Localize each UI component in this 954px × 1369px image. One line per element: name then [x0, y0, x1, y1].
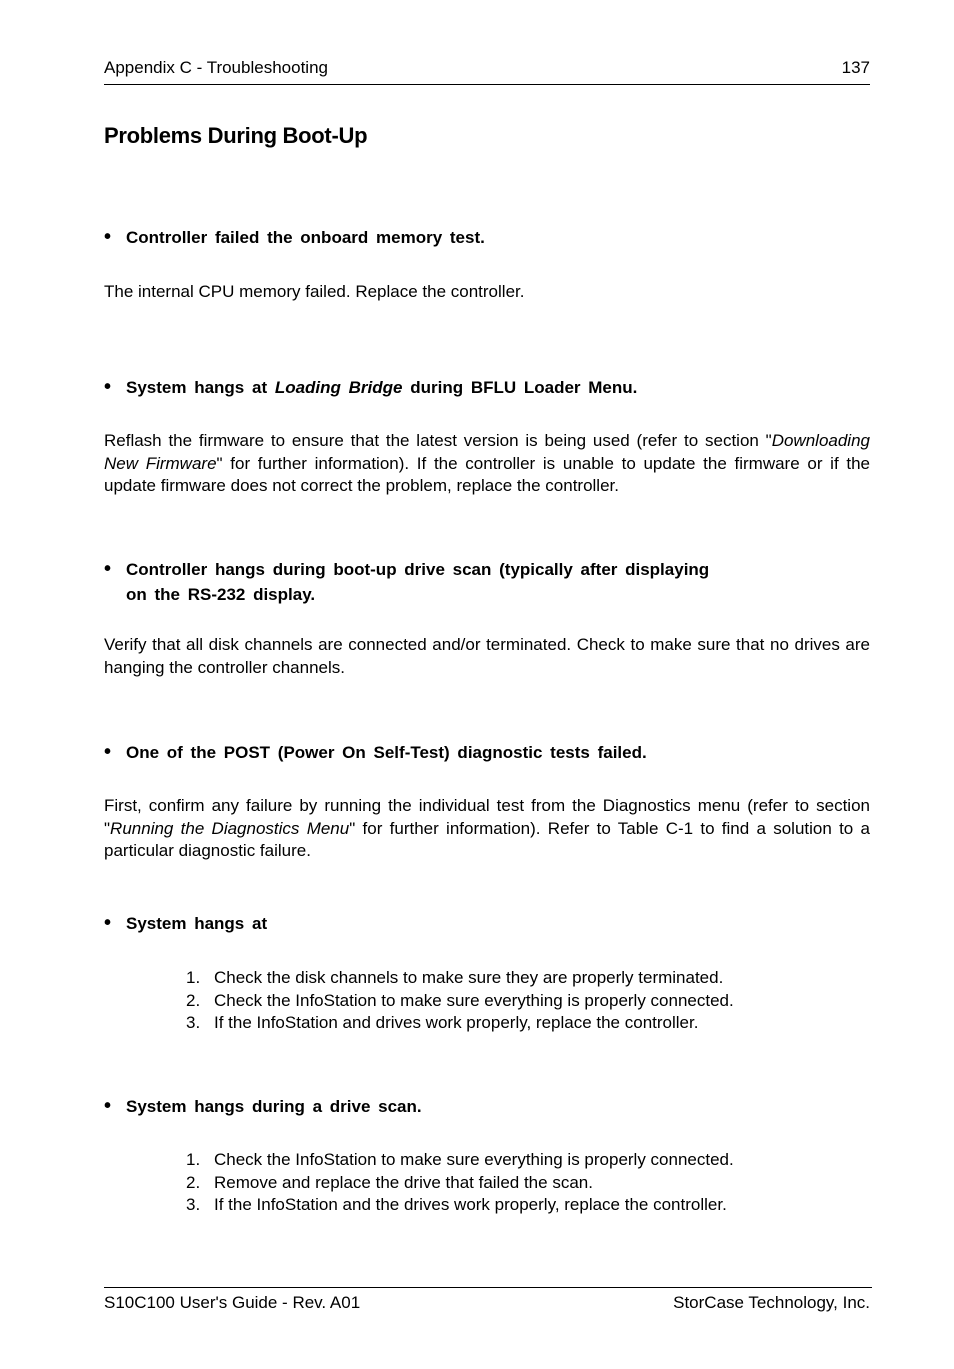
- list-item: 3. If the InfoStation and the drives work properly, replace the controller.: [186, 1195, 727, 1214]
- page-title: Problems During Boot-Up: [104, 123, 368, 148]
- item-body-loading-bridge: Reflash the firmware to ensure that the latest version is being used (refer to section "Downloading New Firmware" for further information). If the controller is unable to update the firmware or if the update firmware does not correct the problem, replace the controller.: [104, 431, 871, 496]
- bullet-icon: •: [104, 912, 112, 934]
- item-heading-memory-test: • Controller failed the onboard memory test.: [104, 226, 485, 248]
- list-item: 1. Check the InfoStation to make sure everything is properly connected.: [186, 1150, 734, 1169]
- item-body-post-failed: First, confirm any failure by running the individual test from the Diagnostics menu (refer to section "Running the Diagnostics Menu" for further information). Refer to Table C-1 to find a solution to a particular diagnostic failure.: [104, 796, 870, 861]
- header-rule: [104, 84, 870, 85]
- list-item: 3. If the InfoStation and drives work properly, replace the controller.: [186, 1013, 699, 1032]
- list-item: 2. Remove and replace the drive that failed the scan.: [186, 1172, 593, 1192]
- footer-rule: [104, 1287, 872, 1288]
- page-number: 137: [841, 58, 870, 77]
- item-body-memory-test: The internal CPU memory failed. Replace the controller.: [104, 282, 525, 301]
- list-item: 1. Check the disk channels to make sure they are properly terminated.: [186, 968, 724, 987]
- item-heading-drive-scan: • System hangs during a drive scan.: [104, 1095, 422, 1117]
- item-heading-system-hangs-at: • System hangs at: [104, 912, 268, 934]
- item-heading-drive-scan-hang: • Controller hangs during boot-up drive scan (typically after displaying on the RS-232 display.: [104, 558, 710, 604]
- bullet-icon: •: [104, 741, 112, 763]
- bullet-icon: •: [104, 376, 112, 398]
- item-heading-loading-bridge: • System hangs at Loading Bridge during BFLU Loader Menu.: [104, 376, 638, 398]
- footer-company: StorCase Technology, Inc.: [673, 1293, 870, 1312]
- item-heading-post-failed: • One of the POST (Power On Self-Test) diagnostic tests failed.: [104, 741, 647, 763]
- bullet-icon: •: [104, 1095, 112, 1117]
- running-header-section: Appendix C - Troubleshooting: [104, 58, 328, 77]
- steps-list-drive-scan: [186, 1149, 734, 1217]
- list-item: 2. Check the InfoStation to make sure everything is properly connected.: [186, 990, 734, 1010]
- steps-list-system-hangs-at: [186, 967, 734, 1035]
- footer-document-title: S10C100 User's Guide - Rev. A01: [104, 1293, 361, 1312]
- item-body-drive-scan-hang: Verify that all disk channels are connected and/or terminated. Check to make sure that no drives are hanging the controller channels.: [104, 635, 870, 677]
- bullet-icon: •: [104, 226, 112, 248]
- bullet-icon: •: [104, 558, 112, 580]
